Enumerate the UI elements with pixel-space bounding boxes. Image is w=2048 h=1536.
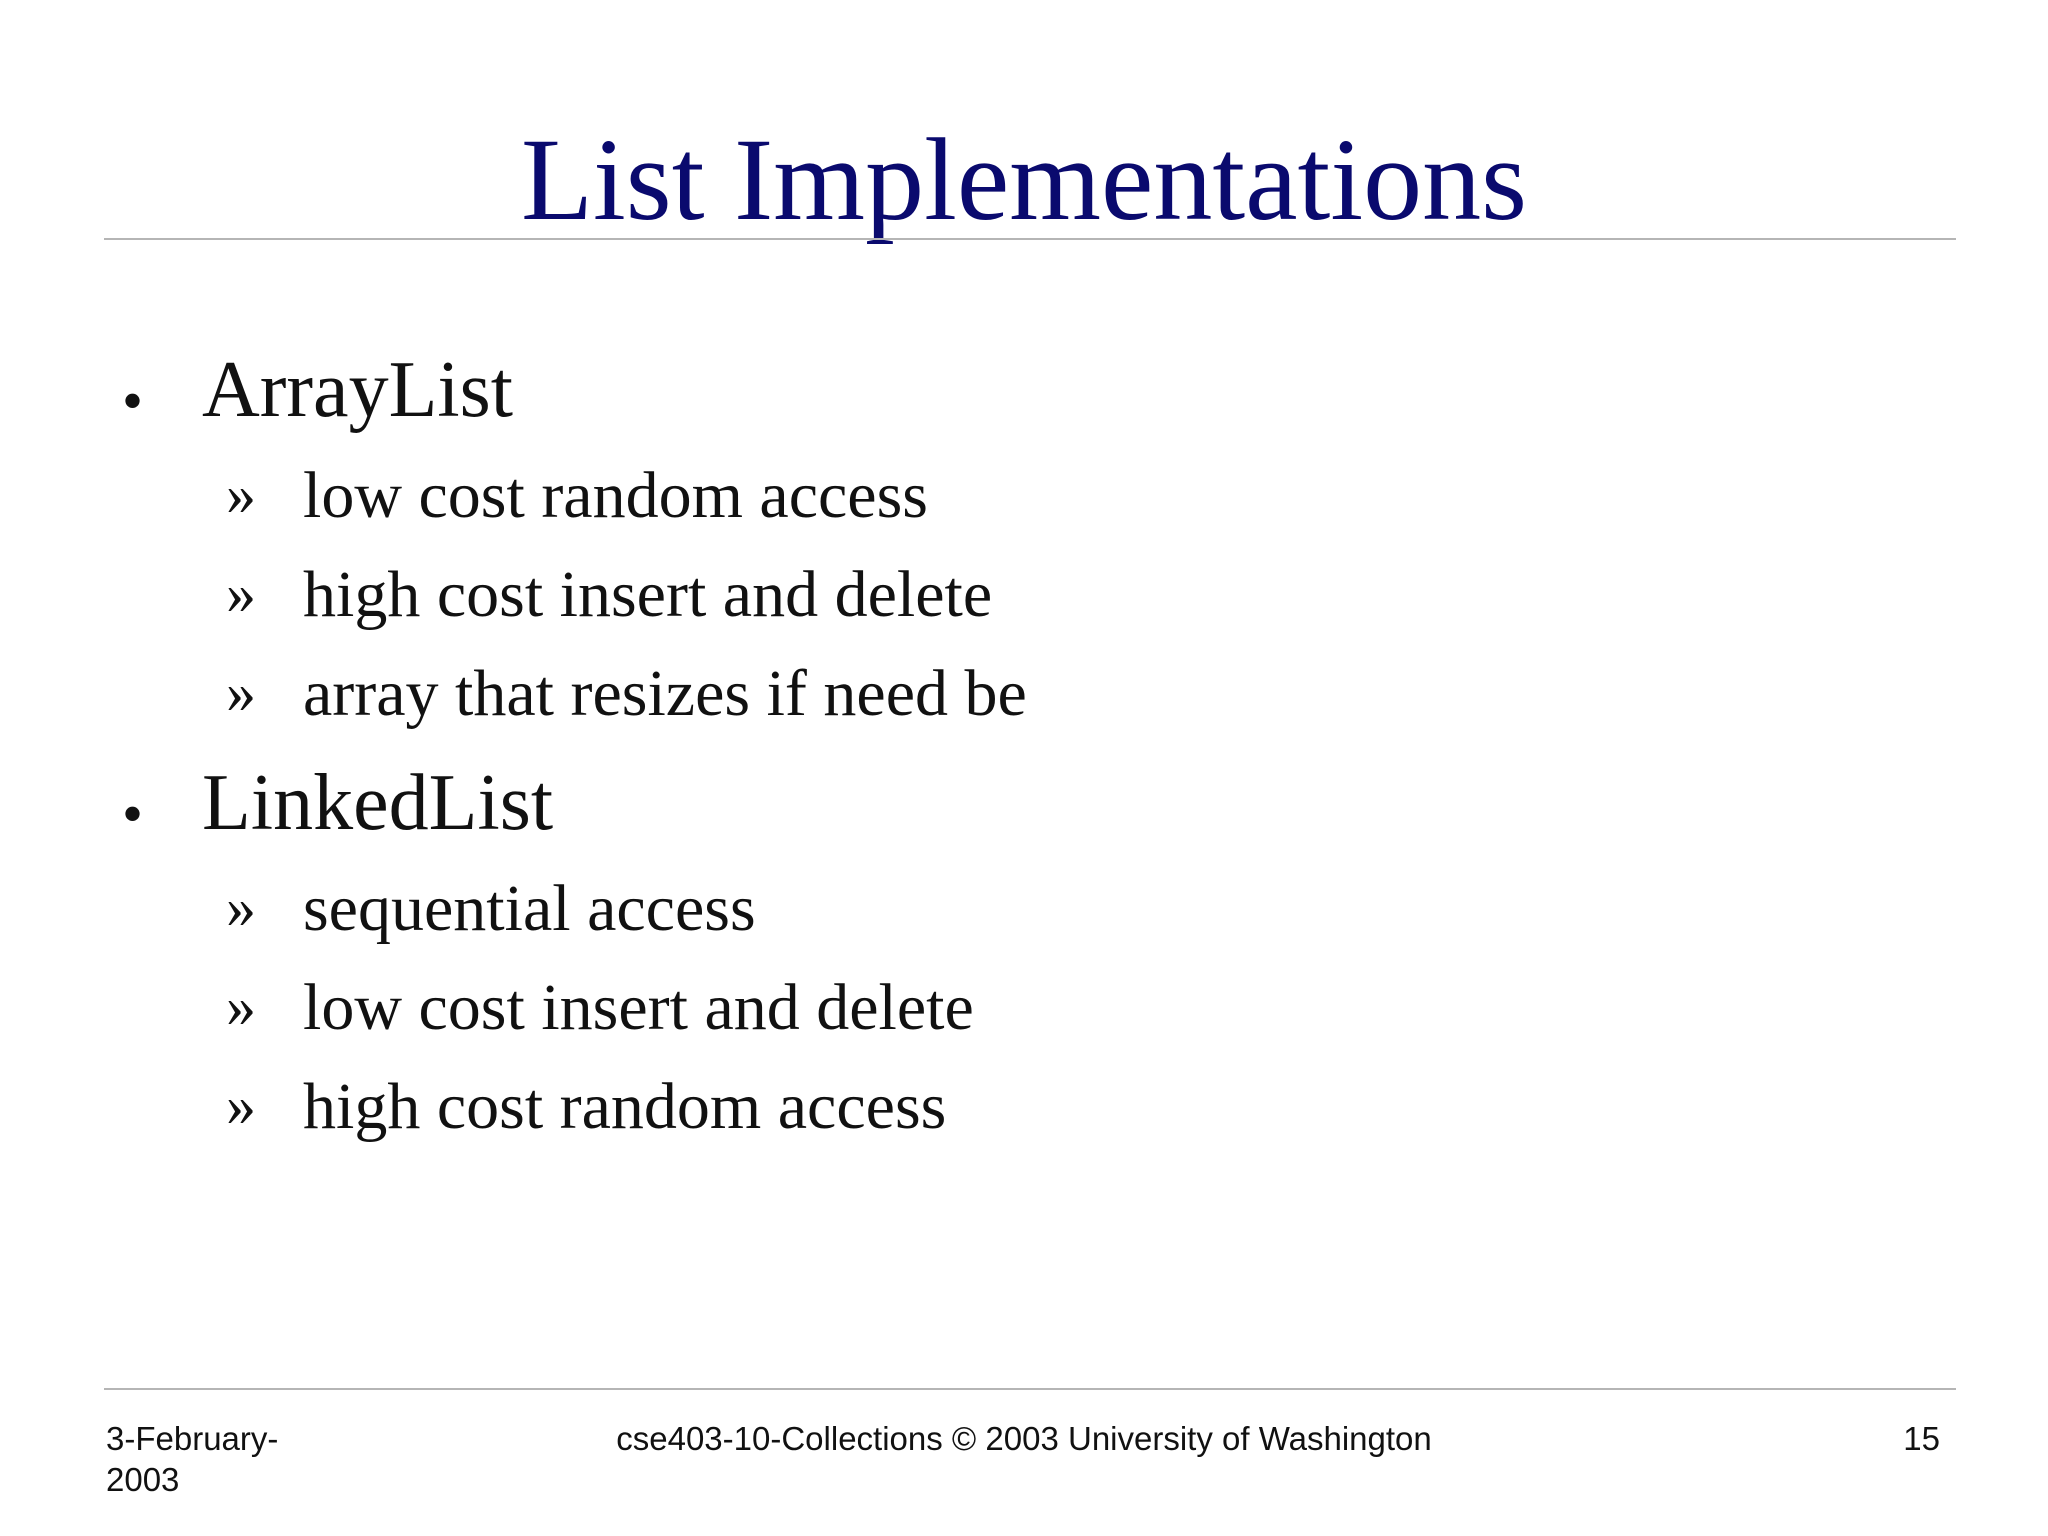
sub-bullet-marker: »	[226, 973, 256, 1039]
list-item-label: ArrayList	[202, 346, 514, 434]
slide-title: List Implementations	[520, 114, 1528, 245]
sub-list-item-label: low cost insert and delete	[303, 971, 974, 1044]
bullet-marker: •	[122, 781, 144, 847]
sub-list-item-label: high cost random access	[303, 1070, 947, 1143]
sub-bullet-marker: »	[226, 659, 256, 725]
title-divider	[104, 238, 1956, 240]
sub-bullet-marker: »	[226, 461, 256, 527]
sub-list-item-label: low cost random access	[303, 459, 928, 532]
footer-date: 3-February-2003	[106, 1420, 279, 1498]
sub-list-item-label: array that resizes if need be	[303, 657, 1027, 730]
sub-bullet-marker: »	[226, 874, 256, 940]
sub-bullet-marker: »	[226, 560, 256, 626]
sub-list-item-label: sequential access	[303, 872, 756, 945]
footer-copyright: cse403-10-Collections © 2003 University of Washington	[616, 1420, 1432, 1457]
list-item-label: LinkedList	[202, 759, 554, 847]
sub-bullet-marker: »	[226, 1072, 256, 1138]
footer-divider	[104, 1388, 1956, 1390]
sub-list-item-label: high cost insert and delete	[303, 558, 993, 631]
page-number: 15	[1903, 1420, 1940, 1457]
bullet-marker: •	[122, 368, 144, 434]
